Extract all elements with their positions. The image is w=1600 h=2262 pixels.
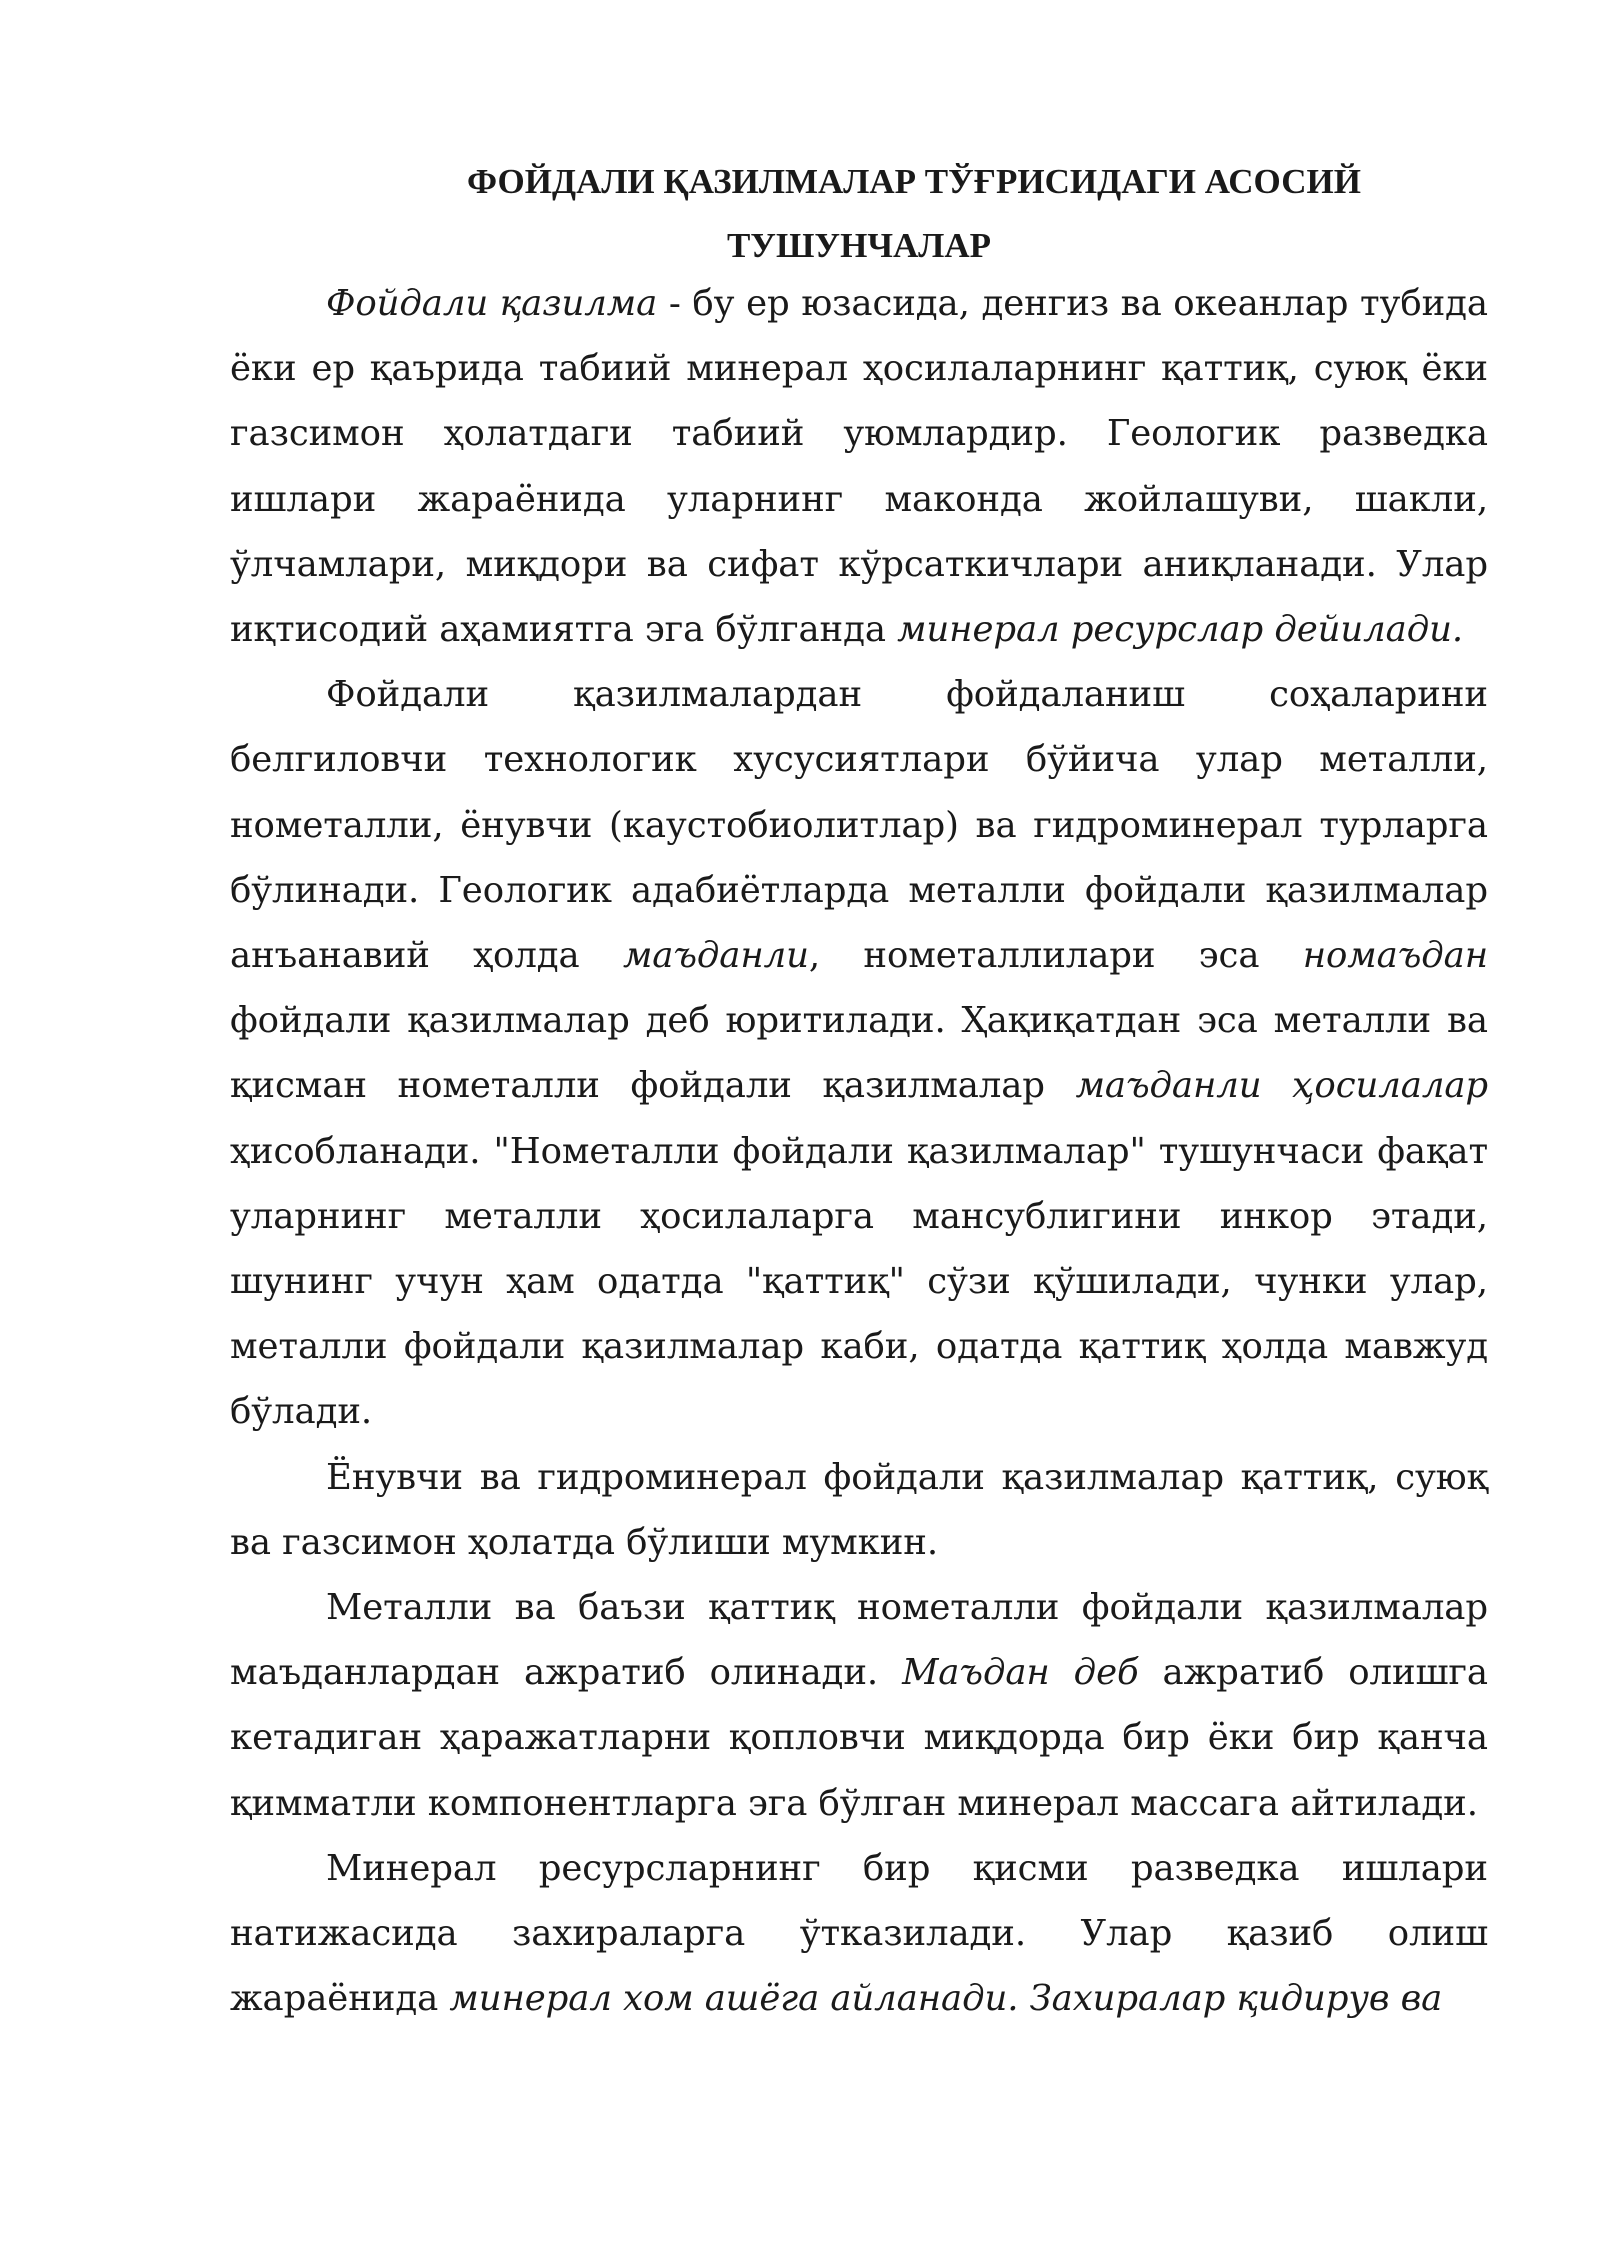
paragraph-text: ажратиб олишга кетадиган ҳаражатларни қопловчи миқдорда бир ёки бир қанча қимматли компонентларга эга бўлган минерал массага айтилади.	[230, 1652, 1488, 1824]
paragraph-reserves	[230, 1836, 1488, 2032]
paragraph-text: Фойдали қазилмалардан фойдаланиш соҳаларини белгиловчи технологик хусусиятлари бўйича улар металли, нометалли, ёнувчи (каустобиолитлар) ва гидроминерал турларга бўлинади. Геологик адабиётларда металли фойдали қазилмалар анъанавий ҳолда	[230, 674, 1488, 977]
paragraph-classification	[230, 662, 1488, 1444]
paragraph-states	[230, 1445, 1488, 1575]
paragraph-text: , нометаллилари эса	[808, 935, 1303, 977]
paragraph-text: фойдали қазилмалар деб юритилади. Ҳақиқатдан эса металли ва қисман нометалли фойдали қазилмалар	[230, 1000, 1488, 1107]
title-line-2: ТУШУНЧАЛАР	[726, 226, 992, 265]
emphasis-italic: маъданли ҳосилалар	[1075, 1065, 1489, 1107]
paragraph-definition	[230, 271, 1488, 662]
emphasis-italic: Маъдан деб	[902, 1652, 1139, 1694]
paragraph-ore-definition	[230, 1575, 1488, 1836]
document-body	[230, 271, 1488, 2031]
emphasis-italic: минерал хом ашёга айланади. Захиралар қидирув ва	[449, 1978, 1443, 2020]
paragraph-text: Ёнувчи ва гидроминерал фойдали қазилмалар қаттиқ, суюқ ва газсимон ҳолатда бўлиши мумкин.	[230, 1456, 1488, 1563]
emphasis-italic: номаъдан	[1302, 935, 1488, 977]
emphasis-italic: минерал ресурслар дейилади.	[897, 609, 1464, 651]
paragraph-text: Металли ва баъзи қаттиқ нометалли фойдали қазилмалар маъданлардан ажратиб олинади.	[230, 1587, 1488, 1694]
title-line-1: ФОЙДАЛИ ҚАЗИЛМАЛАР ТЎҒРИСИДАГИ АСОСИЙ	[467, 162, 1361, 201]
paragraph-text: - бу ер юзасида, денгиз ва океанлар тубида ёки ер қаърида табиий минерал ҳосилаларнинг қаттиқ, суюқ ёки газсимон ҳолатдаги табиий уюмлардир. Геологик разведка ишлари жараёнида уларнинг маконда жойлашуви, шакли, ўлчамлари, миқдори ва сифат кўрсаткичлари аниқланади. Улар иқтисодий аҳамиятга эга бўлганда	[230, 283, 1488, 651]
term-italic: Фойдали қазилма	[326, 283, 658, 324]
page-title	[230, 150, 1488, 278]
paragraph-text: Минерал ресурсларнинг бир қисми разведка ишлари натижасида захираларга ўтказилади. Улар қазиб олиш жараёнида	[230, 1847, 1488, 2020]
emphasis-italic: маъданли	[622, 935, 809, 977]
paragraph-text: ҳисобланади. "Нометалли фойдали қазилмалар" тушунчаси фақат уларнинг металли ҳосилаларга мансублигини инкор этади, шунинг учун ҳам одатда "қаттиқ" сўзи қўшилади, чунки улар, металли фойдали қазилмалар каби, одатда қаттиқ ҳолда мавжуд бўлади.	[230, 1130, 1488, 1433]
